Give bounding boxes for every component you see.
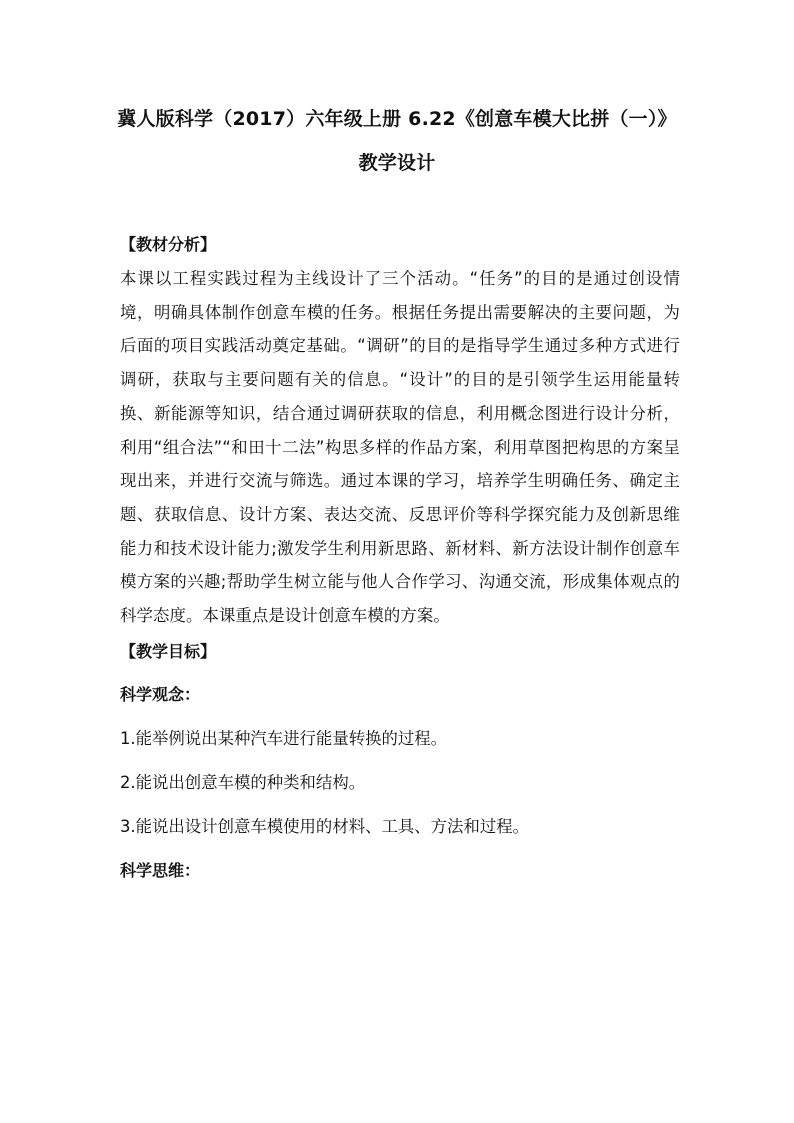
goal-item: 2.能说出创意车模的种类和结构。 xyxy=(120,772,366,792)
document-title: 冀人版科学（2017）六年级上册 6.22《创意车模大比拼（一）》 xyxy=(117,108,677,130)
subheading-scientific-thinking: 科学思维： xyxy=(120,860,201,880)
section-heading-teaching-goals: 【教学目标】 xyxy=(120,641,217,661)
subheading-scientific-concepts: 科学观念： xyxy=(120,684,201,704)
goal-item: 1.能举例说出某种汽车进行能量转换的过程。 xyxy=(120,728,448,748)
document-body xyxy=(120,228,680,893)
textbook-analysis-paragraph: 本课以工程实践过程为主线设计了三个活动。“任务”的目的是通过创设情境，明确具体制作创意车模的任务。根据任务提出需要解决的主要问题，为后面的项目实践活动奠定基础。“调研”的目的是指导学生通过多种方式进行调研，获取与主要问题有关的信息。“设计”的目的是引领学生运用能量转换、新能源等知识，结合通过调研获取的信息，利用概念图进行设计分析，利用“组合法”“和田十二法”构思多样的作品方案，利用草图把构思的方案呈现出来，并进行交流与筛选。通过本课的学习，培养学生明确任务、确定主题、获取信息、设计方案、表达交流、反思评价等科学探究能力及创新思维能力和技术设计能力;激发学生利用新思路、新材料、新方法设计制作创意车模方案的兴趣;帮助学生树立能与他人合作学习、沟通交流，形成集体观点的科学态度。本课重点是设计创意车模的方案。 xyxy=(120,269,680,626)
document-subtitle: 教学设计 xyxy=(358,152,436,174)
goal-item: 3.能说出设计创意车模使用的材料、工具、方法和过程。 xyxy=(120,816,530,836)
section-heading-textbook-analysis: 【教材分析】 xyxy=(120,235,217,254)
